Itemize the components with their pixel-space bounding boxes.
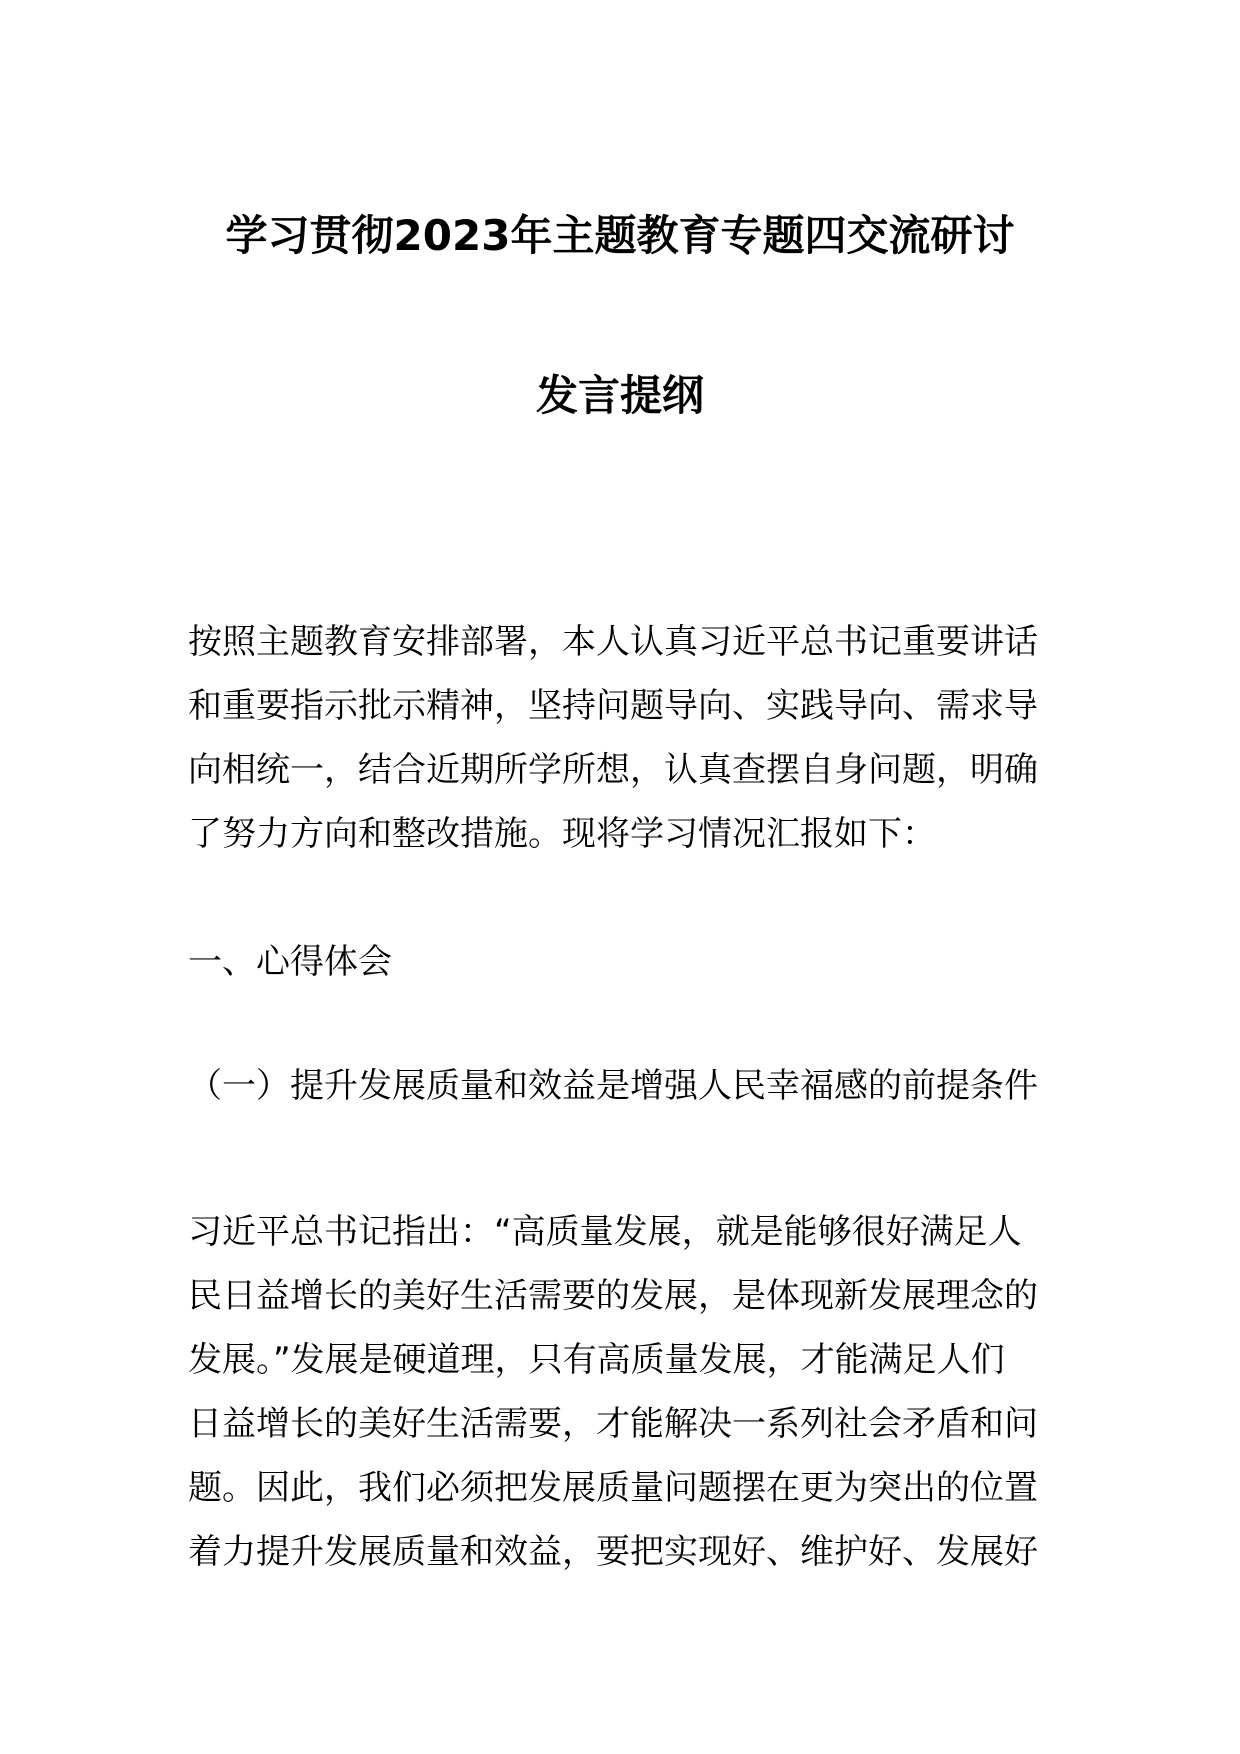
paragraph-line: 日益增长的美好生活需要，才能解决一系列社会矛盾和问 [188, 1404, 1038, 1444]
intro-line: 向相统一，结合近期所学所想，认真查摆自身问题，明确 [188, 750, 1038, 790]
paragraph-line: 题。因此，我们必须把发展质量问题摆在更为突出的位置 [188, 1468, 1038, 1508]
subsection-heading [188, 1054, 1068, 1118]
section-heading-text: 一、心得体会 [188, 942, 392, 982]
section-heading [188, 930, 1068, 994]
document-title-line-2: 发言提纲 [535, 371, 704, 420]
intro-line: 按照主题教育安排部署，本人认真习近平总书记重要讲话 [188, 622, 1038, 662]
intro-line: 和重要指示批示精神，坚持问题导向、实践导向、需求导 [188, 686, 1038, 726]
intro-line: 了努力方向和整改措施。现将学习情况汇报如下： [188, 814, 936, 854]
subsection-heading-text: （一）提升发展质量和效益是增强人民幸福感的前提条件 [188, 1066, 1038, 1106]
paragraph-line: 着力提升发展质量和效益，要把实现好、维护好、发展好 [188, 1532, 1038, 1572]
document-title-line-1: 学习贯彻2023年主题教育专题四交流研讨 [225, 211, 1015, 260]
paragraph-line: 发展。”发展是硬道理，只有高质量发展，才能满足人们 [188, 1340, 1005, 1380]
paragraph-line: 民日益增长的美好生活需要的发展，是体现新发展理念的 [188, 1276, 1038, 1316]
intro-paragraph [188, 610, 1068, 866]
body-paragraph [188, 1200, 1068, 1584]
paragraph-line: 习近平总书记指出：“高质量发展，就是能够很好满足人 [188, 1212, 1022, 1252]
